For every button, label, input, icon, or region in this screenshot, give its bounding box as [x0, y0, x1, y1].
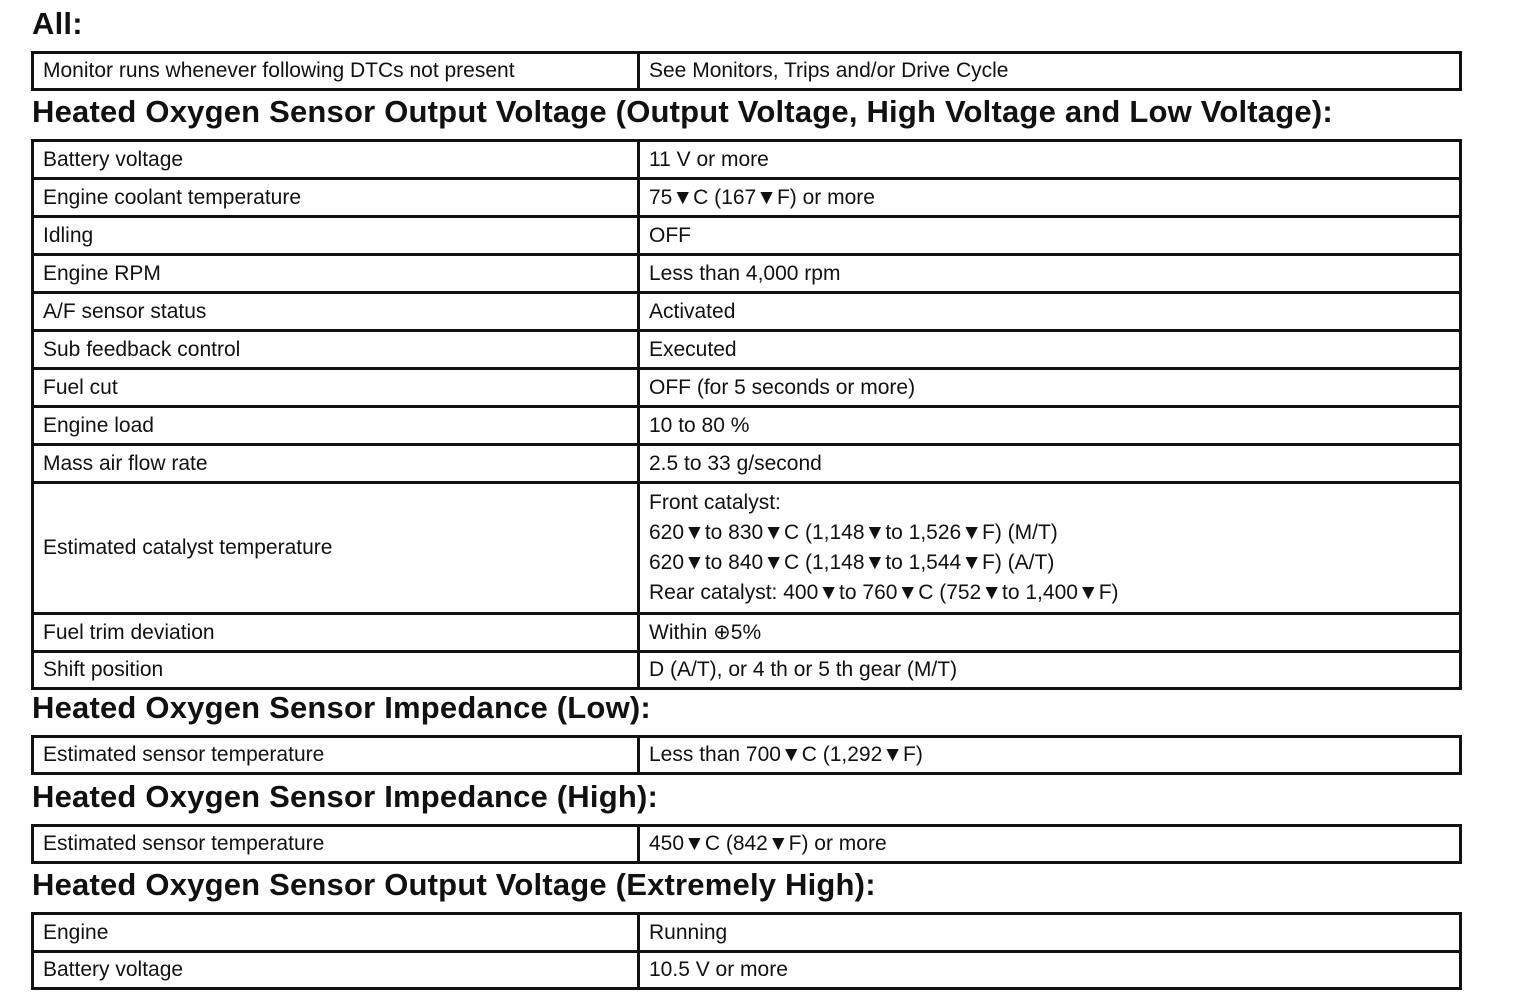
table-row — [33, 141, 1461, 179]
row-value: OFF (for 5 seconds or more) — [639, 369, 1461, 407]
table-row — [33, 217, 1461, 255]
table-row — [33, 737, 1461, 774]
row-label: A/F sensor status — [33, 293, 639, 331]
row-value: D (A/T), or 4 th or 5 th gear (M/T) — [639, 652, 1461, 689]
table-row — [33, 179, 1461, 217]
table-row — [33, 483, 1461, 614]
table-row — [33, 255, 1461, 293]
row-label: Engine RPM — [33, 255, 639, 293]
table-impedance-high — [31, 824, 1462, 864]
row-value: See Monitors, Trips and/or Drive Cycle — [639, 53, 1461, 90]
value-line: 620▼to 830▼C (1,148▼to 1,526▼F) (M/T) — [649, 521, 1058, 544]
row-value: 10.5 V or more — [639, 952, 1461, 989]
table-row — [33, 614, 1461, 652]
table-impedance-low — [31, 735, 1462, 775]
row-label: Sub feedback control — [33, 331, 639, 369]
table-output-voltage — [31, 139, 1462, 690]
row-label: Battery voltage — [33, 141, 639, 179]
section-heading-output-voltage: Heated Oxygen Sensor Output Voltage (Output Voltage, High Voltage and Low Voltage): — [32, 94, 1333, 129]
section-heading-extremely-high: Heated Oxygen Sensor Output Voltage (Extremely High): — [32, 867, 876, 902]
row-label: Estimated sensor temperature — [33, 737, 639, 774]
row-value: OFF — [639, 217, 1461, 255]
row-label: Monitor runs whenever following DTCs not present — [33, 53, 639, 90]
row-value: Within ⊕5% — [639, 614, 1461, 652]
section-heading-impedance-low: Heated Oxygen Sensor Impedance (Low): — [32, 690, 651, 725]
row-label: Mass air flow rate — [33, 445, 639, 483]
row-label: Engine — [33, 914, 639, 952]
value-line: Rear catalyst: 400▼to 760▼C (752▼to 1,400▼F) — [649, 581, 1119, 604]
table-row — [33, 331, 1461, 369]
row-value: 2.5 to 33 g/second — [639, 445, 1461, 483]
value-line: 620▼to 840▼C (1,148▼to 1,544▼F) (A/T) — [649, 551, 1055, 574]
row-value: Less than 700▼C (1,292▼F) — [639, 737, 1461, 774]
row-value: 10 to 80 % — [639, 407, 1461, 445]
row-value: 75▼C (167▼F) or more — [639, 179, 1461, 217]
value-line: Front catalyst: — [649, 491, 781, 514]
table-row — [33, 652, 1461, 689]
row-label: Estimated sensor temperature — [33, 826, 639, 863]
table-extremely-high — [31, 912, 1462, 990]
table-row — [33, 293, 1461, 331]
table-row — [33, 914, 1461, 952]
row-label: Engine coolant temperature — [33, 179, 639, 217]
row-value-multiline — [639, 483, 1461, 614]
row-value: Running — [639, 914, 1461, 952]
table-row — [33, 952, 1461, 989]
table-row — [33, 826, 1461, 863]
table-row — [33, 369, 1461, 407]
row-label: Shift position — [33, 652, 639, 689]
table-row — [33, 445, 1461, 483]
row-label: Battery voltage — [33, 952, 639, 989]
row-value: 11 V or more — [639, 141, 1461, 179]
section-heading-all: All: — [32, 6, 83, 41]
row-label: Fuel cut — [33, 369, 639, 407]
row-label: Estimated catalyst temperature — [33, 483, 639, 614]
row-label: Fuel trim deviation — [33, 614, 639, 652]
row-value: Executed — [639, 331, 1461, 369]
row-value: Less than 4,000 rpm — [639, 255, 1461, 293]
row-value: 450▼C (842▼F) or more — [639, 826, 1461, 863]
section-heading-impedance-high: Heated Oxygen Sensor Impedance (High): — [32, 779, 659, 814]
row-label: Idling — [33, 217, 639, 255]
row-value: Activated — [639, 293, 1461, 331]
row-label: Engine load — [33, 407, 639, 445]
table-all — [31, 51, 1462, 91]
table-row — [33, 407, 1461, 445]
table-row — [33, 53, 1461, 90]
